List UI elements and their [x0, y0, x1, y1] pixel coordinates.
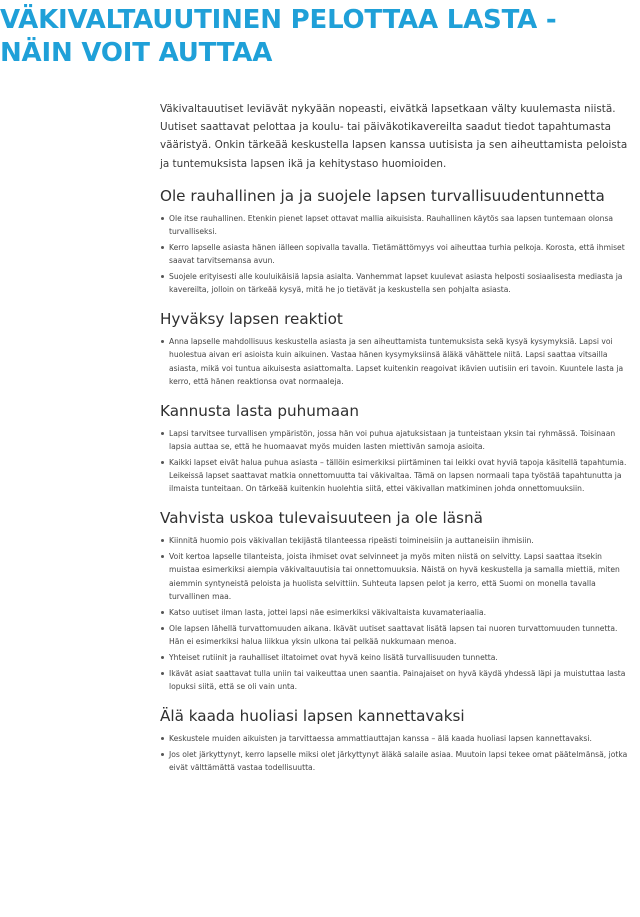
list-item: Ole lapsen lähellä turvattomuuden aikana. Ikävät uutiset saattavat lisätä lapsen tai nuoren turvattomuuden tunnetta. Hän ei esimerkiksi halua liikkua yksin ulkona tai pelkää nukkumaan menoa. — [160, 622, 634, 648]
bullet-list — [160, 534, 634, 693]
list-item: Yhteiset rutiinit ja rauhalliset iltatoimet ovat hyvä keino lisätä turvallisuuden tunnetta. — [160, 651, 634, 664]
list-item: Voit kertoa lapselle tilanteista, joista ihmiset ovat selvinneet ja myös miten niistä on selvitty. Lapsi saattaa itsekin muistaa esimerkiksi aiempia väkivaltauutisia tai onnettomuuksia. Näistä on hyvä keskustella ja samalla miettiä, miten aiemmin syntyneistä peloista ja huolista selvittiin. Suhteuta lapsen pelot ja kerro, että Suomi on monella tavalla turvallinen maa. — [160, 550, 634, 602]
section-heading: Hyväksy lapsen reaktiot — [160, 310, 343, 329]
section-heading: Kannusta lasta puhumaan — [160, 401, 359, 420]
bullet-list — [160, 427, 634, 495]
list-item: Katso uutiset ilman lasta, jottei lapsi näe esimerkiksi väkivaltaista kuvamateriaalia. — [160, 606, 634, 619]
list-item: Anna lapselle mahdollisuus keskustella asiasta ja sen aiheuttamista tuntemuksista sekä kysyä kysymyksiä. Lapsi voi huolestua aivan eri asioista kuin aikuinen. Vastaa hänen kysymyksiinsä äläkä vähättele niitä. Lapsi saattaa vitsailla asiasta, mikä voi tuntua aikuisesta asiattomalta. Lapset kuitenkin reagoivat ikävien uutisiin eri tavoin. Kuuntele lasta ja kerro, että hänen reaktionsa ovat normaaleja. — [160, 335, 634, 387]
section-heading: Älä kaada huoliasi lapsen kannettavaksi — [160, 707, 465, 726]
bullet-list — [160, 212, 634, 297]
section-heading: Ole rauhallinen ja ja suojele lapsen turvallisuudentunnetta — [160, 186, 605, 205]
list-item: Kiinnitä huomio pois väkivallan tekijästä tilanteessa ripeästi toimineisiin ja auttaneisiin ihmisiin. — [160, 534, 634, 547]
list-item: Ikävät asiat saattavat tulla uniin tai vaikeuttaa unen saantia. Painajaiset on hyvä käydä yhdessä läpi ja muistuttaa lasta lopuksi siitä, että se oli vain unta. — [160, 667, 634, 693]
list-item: Suojele erityisesti alle kouluikäisiä lapsia asialta. Vanhemmat lapset kuulevat asiasta helposti sosiaalisesta mediasta ja kavereilta, jolloin on tärkeää kysyä, mitä he jo tietävät ja keskustella sen pohjalta asiasta. — [160, 270, 634, 296]
section-heading: Vahvista uskoa tulevaisuuteen ja ole läsnä — [160, 509, 483, 528]
bullet-list — [160, 335, 634, 387]
intro-paragraph: Väkivaltauutiset leviävät nykyään nopeasti, eivätkä lapsetkaan välty kuulemasta niistä. Uutiset saattavat pelottaa ja koulu- tai päiväkotikavereilta saadut tiedot tapahtumasta vääristyä. Onkin tärkeää keskustella lapsen kanssa uutisista ja sen aiheuttamista peloista ja tuntemuksista lapsen ikä ja kehitystaso huomioiden. — [160, 103, 628, 170]
page-title: VÄKIVALTAUUTINEN PELOTTAA LASTA - NÄIN VOIT AUTTAA — [0, 5, 557, 68]
list-item: Jos olet järkyttynyt, kerro lapselle miksi olet järkyttynyt äläkä salaile asiaa. Muutoin lapsi tekee omat päätelmänsä, jotka eivät välttämättä vastaa todellisuutta. — [160, 748, 634, 774]
list-item: Ole itse rauhallinen. Etenkin pienet lapset ottavat mallia aikuisista. Rauhallinen käytös saa lapsen tuntemaan olonsa turvalliseksi. — [160, 212, 634, 238]
article-body — [160, 100, 634, 778]
list-item: Keskustele muiden aikuisten ja tarvittaessa ammattiauttajan kanssa – älä kaada huoliasi lapsen kannettavaksi. — [160, 732, 634, 745]
list-item: Kaikki lapset eivät halua puhua asiasta – tällöin esimerkiksi piirtäminen tai leikki ovat hyviä tapoja käsitellä tapahtumia. Leikeissä lapset saattavat matkia onnettomuutta tai väkivaltaa. Tämä on lapsen normaali tapa työstää tapahtunutta ja ilmaista tunteitaan. On tärkeää kuitenkin huolehtia siitä, ettei väkivallan matkiminen johda onnettomuuksiin. — [160, 456, 634, 495]
bullet-list — [160, 732, 634, 774]
list-item: Lapsi tarvitsee turvallisen ympäristön, jossa hän voi puhua ajatuksistaan ja tunteistaan yksin tai ryhmässä. Toisinaan lapsia auttaa se, että he huomaavat myös muiden lasten miettivän samoja asioita. — [160, 427, 634, 453]
list-item: Kerro lapselle asiasta hänen iälleen sopivalla tavalla. Tietämättömyys voi aiheuttaa turhia pelkoja. Korosta, että ihmiset saavat tarvitsemansa avun. — [160, 241, 634, 267]
